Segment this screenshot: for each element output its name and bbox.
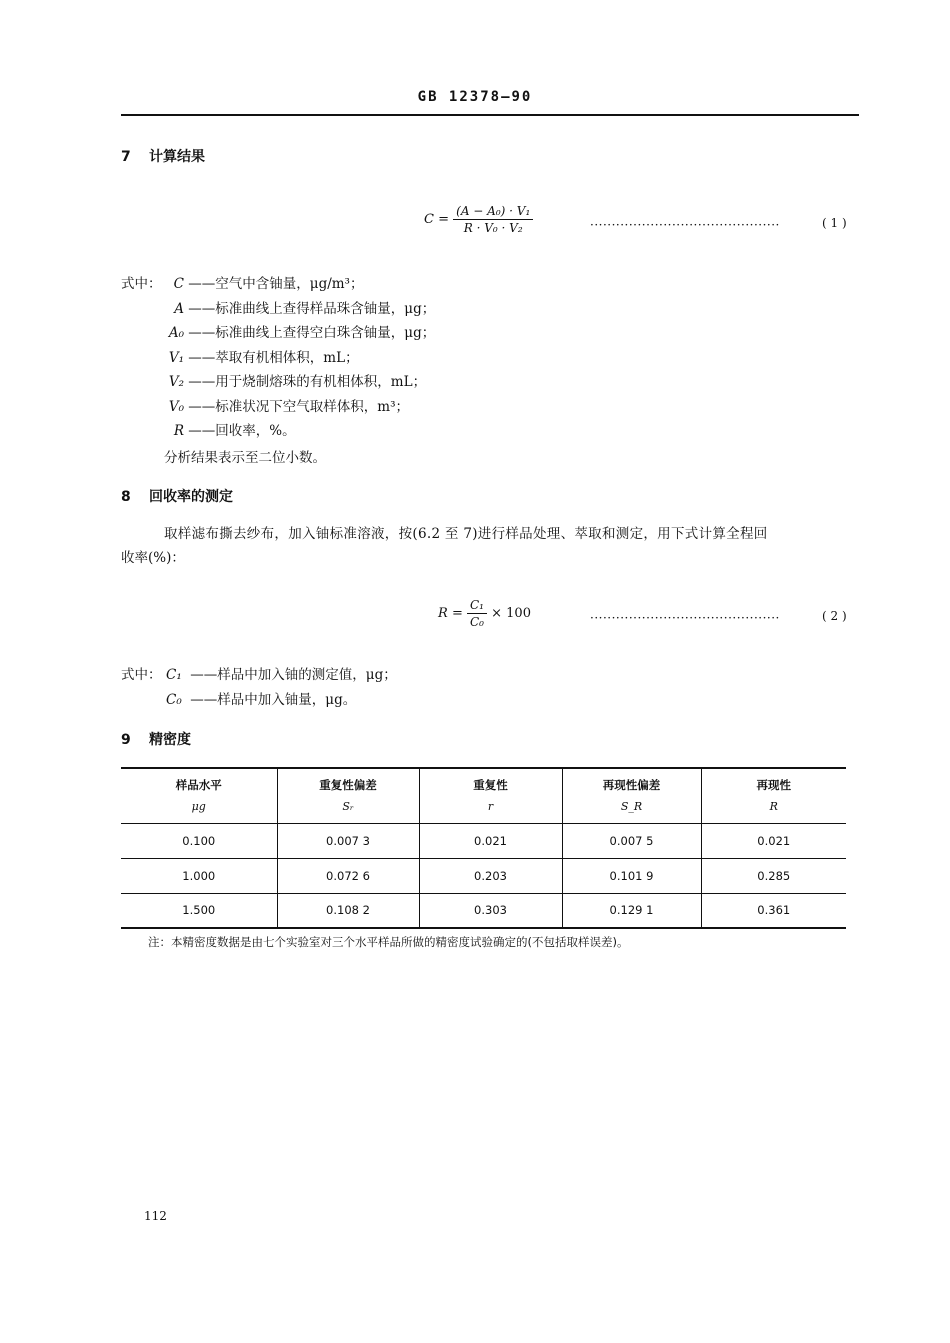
formula-2-leader-dots: ············································: [590, 611, 780, 625]
definition-dash: ——: [190, 691, 218, 708]
section-7-where-lead: 式中：: [121, 276, 162, 292]
section-8-number: 8: [121, 489, 131, 505]
formula-2-denominator: C₀: [469, 615, 484, 629]
definition-dash: ——: [188, 374, 216, 390]
section-8-heading: [121, 486, 233, 506]
formula-1-fraction: [453, 204, 533, 235]
table-note: 注：本精密度数据是由七个实验室对三个水平样品所做的精密度试验确定的(不包括取样误差)。: [148, 935, 629, 949]
formula-1-denominator: R · V₀ · V₂: [463, 221, 523, 235]
section-7-title: 计算结果: [149, 149, 205, 165]
table-cell: 0.285: [701, 858, 846, 893]
definition-row: [164, 419, 435, 444]
definition-row: [164, 321, 435, 346]
section-8-definitions: [166, 663, 397, 712]
section-9-number: 9: [121, 732, 131, 748]
table-header-cell: 重复性 r: [419, 768, 562, 823]
formula-1-lhs: C: [424, 212, 434, 227]
document-header: GB 12378—90: [417, 89, 533, 105]
section-8-paragraph-line-2: 收率(%)：: [121, 550, 185, 566]
formula-2-multiplier: × 100: [491, 606, 531, 621]
section-8-where-lead: 式中：: [121, 667, 162, 683]
definition-desc: 回收率，%。: [215, 423, 296, 439]
formula-2-eq: =: [451, 606, 463, 621]
table-cell: 0.100: [182, 833, 216, 848]
definition-dash: ——: [188, 325, 216, 341]
table-cell: 1.000: [182, 868, 216, 883]
table-header-cell: 再现性偏差 S_R: [562, 768, 701, 823]
section-7-number: 7: [121, 149, 131, 165]
definition-row: [166, 663, 397, 688]
section-9-title: 精密度: [149, 732, 191, 748]
table-cell: 0.129 1: [562, 893, 701, 928]
section-9-heading: [121, 729, 191, 749]
definition-desc: 用于烧制熔珠的有机相体积，mL；: [215, 374, 427, 390]
section-8-paragraph-line-1: 取样滤布撕去纱布，加入铀标准溶液，按(6.2 至 7)进行样品处理、萃取和测定，用下式计算全程回: [164, 526, 768, 542]
section-8-title: 回收率的测定: [149, 489, 233, 505]
table-header-cell: 再现性 R: [701, 768, 846, 823]
table-cell: 0.007 3: [277, 823, 419, 858]
formula-1-numerator: (A − A₀) · V₁: [453, 204, 533, 220]
formula-2-fraction: [467, 598, 487, 629]
definition-symbol: V₂: [168, 374, 184, 390]
definition-dash: ——: [188, 398, 216, 415]
definition-desc: 标准曲线上查得样品珠含铀量，μg；: [215, 300, 436, 317]
table-header-row: [121, 768, 846, 823]
definition-row: [164, 346, 435, 371]
definition-desc: 标准曲线上查得空白珠含铀量，μg；: [215, 325, 436, 341]
definition-symbol: R: [173, 423, 184, 439]
table-row: [121, 858, 846, 893]
definition-symbol: V₁: [168, 349, 184, 366]
formula-1-leader-dots: ············································: [590, 218, 780, 232]
definition-row: [164, 272, 435, 297]
table-cell: 0.108 2: [277, 893, 419, 928]
definition-dash: ——: [188, 423, 216, 439]
definition-dash: ——: [188, 276, 216, 292]
formula-1: [424, 204, 533, 235]
definition-symbol: V₀: [168, 398, 184, 415]
table-cell: 0.072 6: [277, 858, 419, 893]
section-7-heading: [121, 146, 205, 166]
formula-1-eq: =: [438, 212, 449, 227]
definition-symbol: C₀: [166, 691, 182, 708]
formula-2-tag: ( 2 ): [822, 609, 847, 623]
formula-1-tag: ( 1 ): [822, 216, 847, 230]
definition-row: [166, 688, 397, 713]
table-row: [121, 823, 846, 858]
definition-dash: ——: [190, 667, 218, 683]
table-cell: 0.007 5: [562, 823, 701, 858]
definition-symbol: A: [174, 300, 184, 317]
formula-2-numerator: C₁: [467, 598, 487, 614]
table-cell: 0.101 9: [562, 858, 701, 893]
section-7-definitions: [164, 272, 435, 444]
precision-table: [121, 767, 846, 929]
formula-2-lhs: R: [438, 606, 448, 621]
definition-symbol: A₀: [168, 325, 184, 341]
definition-desc: 空气中含铀量，μg/m³；: [215, 276, 364, 292]
header-rule: [121, 114, 859, 116]
table-header-cell: 重复性偏差 Sᵣ: [277, 768, 419, 823]
definition-symbol: C: [173, 276, 184, 292]
table-cell: 0.203: [419, 858, 562, 893]
table-cell: 0.021: [701, 823, 846, 858]
definition-row: [164, 297, 435, 322]
formula-2: [438, 598, 531, 629]
definition-row: [164, 370, 435, 395]
section-7-closing: 分析结果表示至二位小数。: [164, 450, 326, 466]
table-cell: 0.303: [419, 893, 562, 928]
definition-desc: 萃取有机相体积，mL；: [215, 349, 359, 366]
definition-desc: 标准状况下空气取样体积，m³；: [215, 398, 410, 415]
table-header-cell: 样品水平 μg: [175, 777, 222, 813]
page-number: 112: [144, 1209, 167, 1223]
table-row: [121, 893, 846, 928]
definition-dash: ——: [188, 349, 216, 366]
definition-symbol: C₁: [166, 667, 182, 683]
definition-desc: 样品中加入铀的测定值，μg；: [217, 667, 397, 683]
table-cell: 0.021: [419, 823, 562, 858]
table-cell: 1.500: [182, 903, 216, 918]
definition-desc: 样品中加入铀量，μg。: [217, 691, 357, 708]
table-cell: 0.361: [701, 893, 846, 928]
definition-row: [164, 395, 435, 420]
definition-dash: ——: [188, 300, 216, 317]
